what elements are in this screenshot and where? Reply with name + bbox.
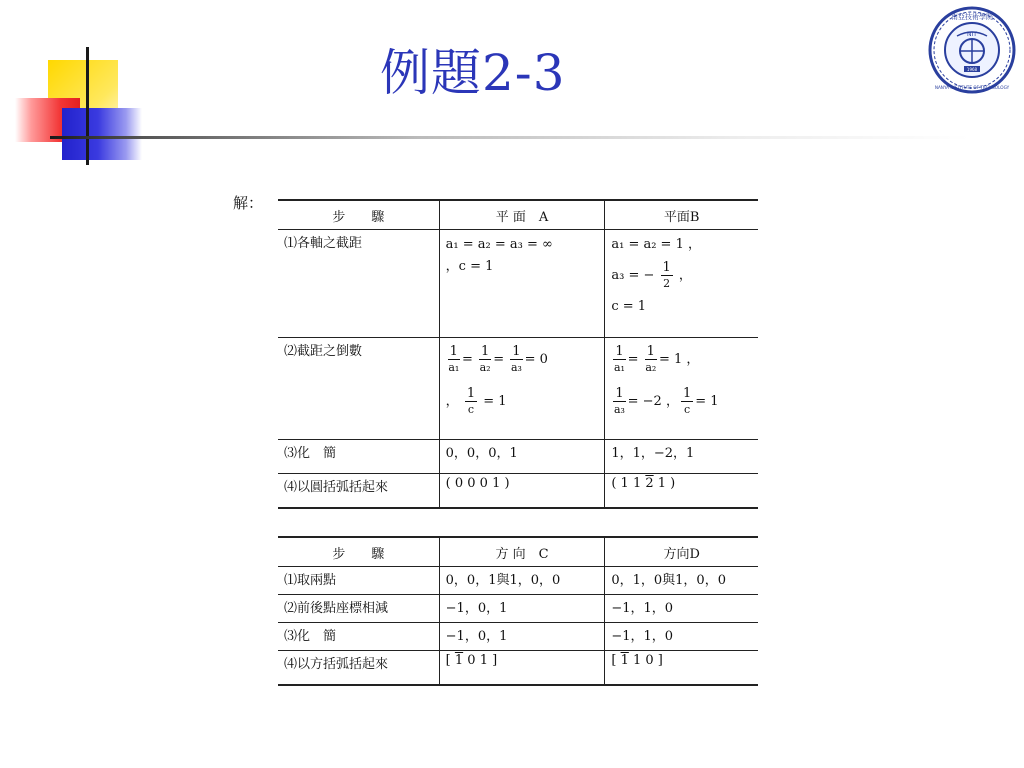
plane-b-simplified: 1，1，−2，1 [605, 440, 758, 474]
denominator: a₁ [448, 361, 460, 374]
step-label: ⑴取兩點 [278, 567, 439, 595]
header-steps: 步 驟 [278, 200, 439, 230]
numerator: 1 [615, 386, 624, 401]
fraction [613, 344, 625, 375]
numerator: 1 [466, 386, 476, 401]
direction-d-points: 0，1，0與1，0，0 [605, 567, 758, 595]
overbar-digit: 1 [620, 653, 629, 668]
header-plane-a: 平 面 A [439, 200, 605, 230]
numerator: 1 [449, 344, 458, 359]
direction-d-difference: −1，1，0 [605, 595, 758, 623]
fraction [510, 344, 522, 375]
math-text: = 1 [483, 394, 507, 409]
math-text: = −2 ， [627, 394, 679, 409]
plane-b-intercepts [605, 230, 758, 338]
math-line: a₁ = a₂ = 1 ， [611, 237, 701, 252]
direction-miller-table [278, 536, 758, 686]
fraction [465, 386, 477, 417]
fraction [479, 344, 491, 375]
math-text: ， [445, 394, 459, 409]
math-text: a₃ = − [611, 268, 655, 283]
plane-a-intercepts [439, 230, 605, 338]
plane-a-miller-index: ( 0 0 0 1 ) [439, 474, 605, 508]
direction-c-miller-index [439, 651, 605, 685]
step-label: ⑷以圓括弧括起來 [278, 474, 439, 508]
overbar-digit: 2 [645, 476, 654, 491]
math-line: c = 1 [611, 299, 647, 314]
numerator: 1 [682, 386, 692, 401]
denominator: c [684, 403, 691, 416]
table-row [278, 623, 758, 651]
math-text: [ [445, 653, 455, 668]
plane-a-simplified: 0，0，0，1 [439, 440, 605, 474]
decor-vertical-line [86, 47, 89, 165]
denominator: a₂ [479, 361, 491, 374]
plane-b-miller-index [605, 474, 758, 508]
slide-title: 例題2-3 [380, 44, 566, 102]
numerator: 1 [512, 344, 521, 359]
table-row [278, 595, 758, 623]
fraction [661, 260, 673, 291]
decor-blue-square [62, 108, 142, 160]
plane-a-reciprocals: $\frac{1}{\text{a₁}}$ = $\frac{1}{\text{a₂}}$ = $\frac{1}{\text{a₃}}$ = 0 ， $\frac{1}{c}$ = 1 [439, 338, 605, 440]
numerator: 1 [662, 260, 671, 275]
math-text: 1 ) [653, 476, 676, 491]
fraction [681, 386, 693, 417]
step-label: ⑵截距之倒數 [278, 338, 439, 440]
fraction [448, 344, 460, 375]
direction-d-miller-index [605, 651, 758, 685]
title-underline [50, 136, 970, 139]
logo-center-text: NIT [967, 31, 977, 38]
math-text: [ [611, 653, 621, 668]
overbar-digit: 1 [454, 653, 464, 668]
table-row [278, 230, 758, 338]
plane-b-reciprocals: $\frac{1}{\text{a₁}}$ = $\frac{1}{\text{a₂}}$ = 1 ， $\frac{1}{\text{a₃}}$ = −2 ， $\frac{1}{c}$ = 1 [605, 338, 758, 440]
step-label: ⑶化 簡 [278, 623, 439, 651]
logo-year: 1968 [966, 67, 978, 72]
table-row [278, 651, 758, 685]
table-row [278, 440, 758, 474]
table-row [278, 338, 758, 440]
math-text: 0 1 ] [463, 653, 498, 668]
step-label: ⑶化 簡 [278, 440, 439, 474]
math-text: = 1 [695, 394, 719, 409]
header-direction-d: 方向D [605, 537, 758, 567]
step-label: ⑴各軸之截距 [278, 230, 439, 338]
direction-d-simplified: −1，1，0 [605, 623, 758, 651]
denominator: a₃ [614, 403, 625, 416]
denominator: 2 [663, 277, 671, 290]
step-label: ⑷以方括弧括起來 [278, 651, 439, 685]
school-emblem-icon [928, 6, 1016, 94]
logo-top-text: 南亞技術學院 [951, 13, 993, 21]
math-text: 1 0 ] [628, 653, 663, 668]
direction-c-difference: −1，0，1 [439, 595, 605, 623]
header-plane-b: 平面B [605, 200, 758, 230]
math-line: a₁ = a₂ = a₃ = ∞ [445, 237, 553, 252]
logo-outer-text: NANYA INSTITUTE OF TECHNOLOGY [934, 85, 1010, 90]
math-text: = 0 [524, 352, 548, 367]
denominator: a₁ [614, 361, 625, 374]
header-direction-c: 方 向 C [439, 537, 605, 567]
header-steps: 步 驟 [278, 537, 439, 567]
fraction [645, 344, 657, 375]
step-label: ⑵前後點座標相減 [278, 595, 439, 623]
direction-c-points: 0，0，1與1，0，0 [439, 567, 605, 595]
math-line: ，c = 1 [445, 259, 494, 274]
table-row [278, 567, 758, 595]
math-text: ， [678, 268, 692, 283]
plane-miller-table [278, 199, 758, 509]
direction-c-simplified: −1，0，1 [439, 623, 605, 651]
math-text: = 1 ， [658, 352, 700, 367]
numerator: 1 [615, 344, 624, 359]
numerator: 1 [480, 344, 490, 359]
denominator: c [467, 403, 475, 416]
fraction [613, 386, 625, 417]
denominator: a₃ [510, 361, 522, 374]
table-row [278, 474, 758, 508]
denominator: a₂ [645, 361, 657, 374]
solution-label: 解： [233, 194, 264, 212]
numerator: 1 [646, 344, 655, 359]
math-text: ( 1 1 [611, 476, 646, 491]
